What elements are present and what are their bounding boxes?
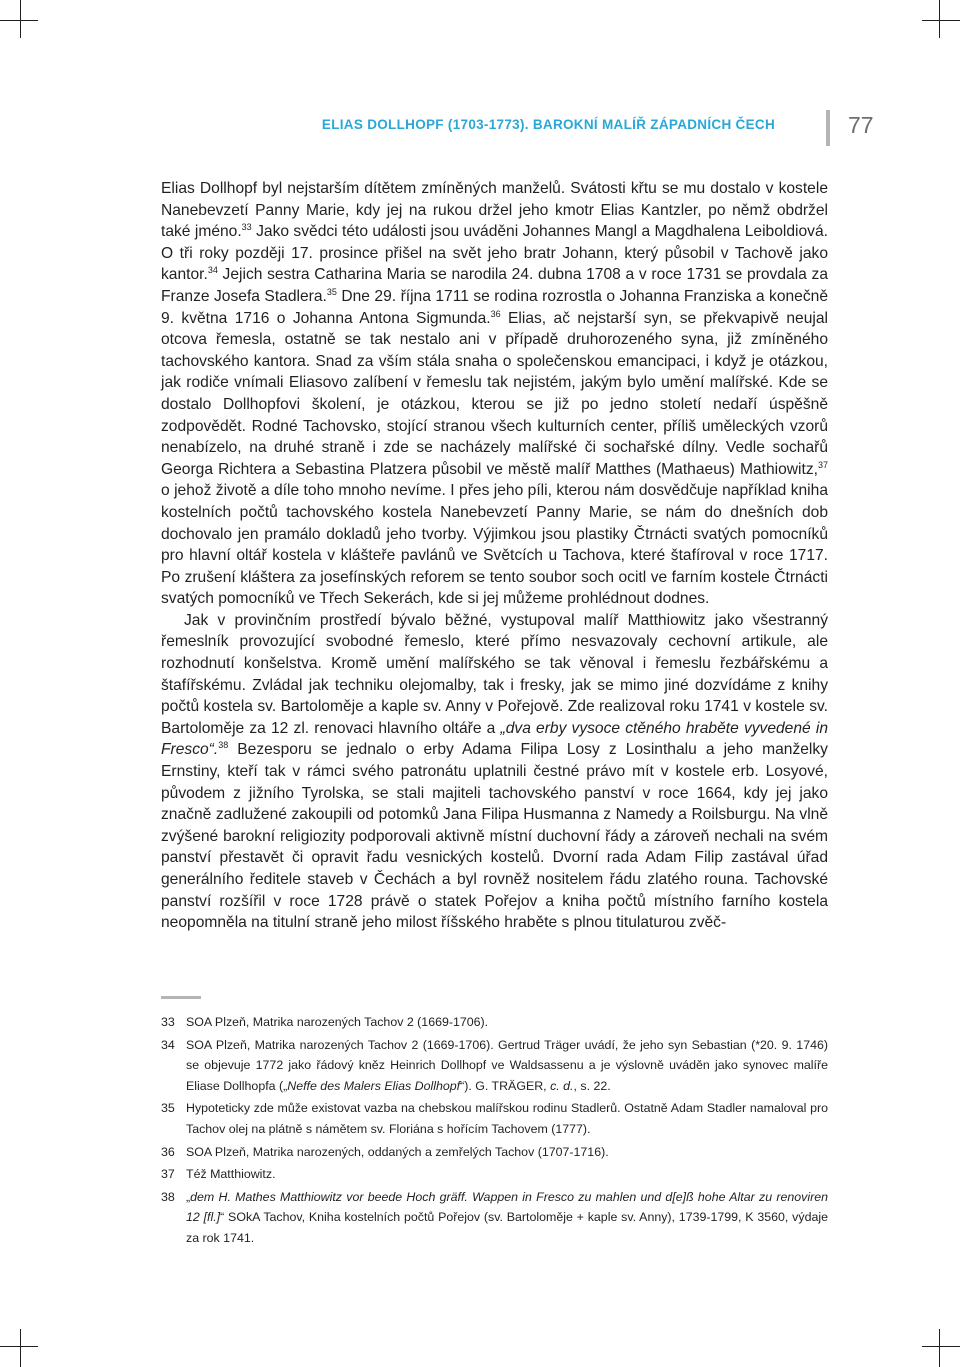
paragraph-2: Jak v provinčním prostředí bývalo běžné, vystupoval malíř Matthiowitz jako všestranný řemeslník provozující svobodné řemeslo, které přímo nesvazovaly cechovní artikule, ale rozhodnutí konšelstva. Kromě umění malířského se tak věnoval i řemeslu řezbářskému a štafířskému. Zvládal jak techniku olejomalby, tak i fresky, jak se mimo jiné dozvídáme z knihy počtů kostela sv. Bartoloměje a kaple sv. Anny v Pořejově. Zde realizoval roku 1741 v kostele sv. Bartoloměje za 12 zl. renovaci hlavního oltáře a „dva erby vysoce ctěného hraběte vyvedené in Fresco“.$^{38}$ Bezesporu se jednalo o erby Adama Filipa Losy z Losinthalu a jeho manželky Ernstiny, kteří tak v rámci svého patronátu uplatnili čestné právo mít v kostele erb. Losyové, původem z jižního Tyrolska, se stali majiteli tachovského panství v roce 1664, kdy jej jako značně zadlužené zakoupili od potomků Jana Filipa Husmanna z Namedy a Roilsburgu. Na vlně zvýšené barokní religiozity podporovali aktivně místní duchovní řády a zároveň nechali na svém panství přestavět či opravit řadu vesnických kostelů. Dvorní rada Adam Filip zastával úřad generálního ředitele staveb v Čechách a byl rovněž nositelem řádu zlatého rouna. Tachovské panství rozšířil v roce 1728 právě o statek Pořejov a kniha počtů místního farního kostela neopomněla na titulní straně jeho milost říšského hraběte s plnou titulaturou zvěč- (161, 611, 828, 932)
footnote-ref: 37 (817, 459, 828, 470)
running-head: ELIAS DOLLHOPF (1703-1773). BAROKNÍ MALÍŘ ZÁPADNÍCH ČECH (321, 117, 775, 132)
footnote-number: 37 (161, 1167, 175, 1182)
footnote (161, 1164, 828, 1185)
footnote-ref: 35 (326, 286, 337, 297)
crop-mark (939, 0, 940, 38)
crop-mark (20, 1329, 21, 1367)
footnote (161, 1142, 828, 1163)
quotation: „dva erby vysoce ctěného hraběte vyvedené in Fresco“. (161, 719, 828, 759)
crop-mark (922, 20, 960, 21)
crop-mark (0, 20, 38, 21)
crop-mark (922, 1346, 960, 1347)
footnote-number: 36 (161, 1144, 175, 1159)
footnote-ref: 34 (207, 265, 218, 276)
footnote-number: 35 (161, 1101, 175, 1116)
crop-mark (0, 1346, 38, 1347)
footnote-text: SOA Plzeň, Matrika narozených Tachov 2 (1669-1706). Gertrud Träger uvádí, že jeho syn Sebastian (*20. 9. 1746) se objevuje 1772 jako řádový kněz Heinrich Dollhopf ve Waldsassenu a je výslovně uváděn jako synovec malíře Eliase Dollhopfa („Neffe des Malers Elias Dollhopf“). G. TRÄGER, c. d., s. 22. (186, 1037, 828, 1093)
footnote-text: Též Matthiowitz. (186, 1167, 276, 1182)
header-rule (826, 110, 830, 146)
footnote-ref: 36 (490, 308, 501, 319)
footnote (161, 1187, 828, 1249)
footnote (161, 1098, 828, 1139)
footnote-text: Hypoteticky zde může existovat vazba na chebskou malířskou rodinu Stadlerů. Ostatně Adam Stadler namaloval pro Tachov olej na plátně s námětem sv. Floriána s hořícím Tachovem (1777). (186, 1101, 828, 1136)
footnote-text: „dem H. Mathes Matthiowitz vor beede Hoch gräff. Wappen in Fresco zu mahlen und d[e]ß hohe Altar zu renoviren 12 [fl.]“ SOkA Tachov, Kniha kostelních počtů Pořejov (sv. Bartoloměje + kaple sv. Anny), 1739-1799, K 3560, výdaje za rok 1741. (186, 1189, 828, 1245)
footnote-ref: 33 (241, 222, 252, 232)
footnote-number: 38 (161, 1189, 175, 1204)
footnote (161, 1035, 828, 1097)
footnote-number: 33 (161, 1015, 175, 1029)
body-text (161, 178, 828, 934)
footnote-number: 34 (161, 1037, 175, 1052)
footnote-text: SOA Plzeň, Matrika narozených Tachov 2 (1669-1706). (186, 1015, 489, 1029)
crop-mark (20, 0, 21, 38)
footnote-separator (161, 996, 201, 999)
footnote (161, 1012, 828, 1033)
crop-mark (939, 1329, 940, 1367)
paragraph-1: Elias Dollhopf byl nejstarším dítětem zmíněných manželů. Svátosti křtu se mu dostalo v kostele Nanebevzetí Panny Marie, kdy jej na rukou držel jeho kmotr Elias Kantzler, po němž obdržel také jméno.$^{33}$ Jako svědci této události jsou uváděni Johannes Mangl a Magdhalena Leiboldiová. O tři roky později 17. prosince přišel na svět jeho bratr Johann, který působil v Tachově jako kantor.$^{34}$ Jejich sestra Catharina Maria se narodila 24. dubna 1708 a v roce 1731 se provdala za Franze Josefa Stadlera.$^{35}$ Dne 29. října 1711 se rodina rozrostla o Johanna Franziska a konečně 9. května 1716 o Johanna Antona Sigmunda.$^{36}$ Elias, ač nejstarší syn, se překvapivě neujal otcova řemesla, ostatně se tak nestalo ani v případě druhorozeného syna, již zmíněného tachovského kantora. Snad za vším stála snaha o společenskou emancipaci, i když je otázkou, jak rodiče vnímali Eliasovo zalíbení v řemeslu tak nejistém, jakým bylo umění malířské. Kde se dostalo Dollhopfovi školení, je otázkou, kterou se již po jedno století nedaří úspěšně zodpovědět. Rodné Tachovsko, stojící stranou všech kulturních center, příliš uměleckých vzorů nenabízelo, na druhé straně i zde se nacházely malířské či sochařské dílny. Vedle sochařů Georga Richtera a Sebastina Platzera působil ve městě malíř Matthes (Mathaeus) Mathiowitz,$^{37}$ o jehož životě a díle toho mnoho nevíme. I přes jeho píli, kterou nám dosvědčuje například kniha kostelních počtů tachovského kostela Nanebevzetí Panny Marie, se nám do dnešních dob dochovalo jen pramálo dokladů jeho tvorby. Výjimkou jsou plastiky Čtrnácti svatých pomocníků pro hlavní oltář kostela v klášteře pavlánů ve Světcích u Tachova, které štafíroval v roce 1717. Po zrušení kláštera za josefínských reforem se tento soubor soch ocitl ve farním kostele Čtrnácti svatých pomocníků ve Třech Sekerách, kde si jej můžeme prohlédnout dodnes. (161, 180, 828, 608)
footnotes (161, 1012, 828, 1251)
page-number: 77 (848, 112, 874, 138)
footnote-ref: 38 (218, 740, 229, 751)
footnote-text: SOA Plzeň, Matrika narozených, oddaných a zemřelých Tachov (1707-1716). (186, 1144, 609, 1159)
